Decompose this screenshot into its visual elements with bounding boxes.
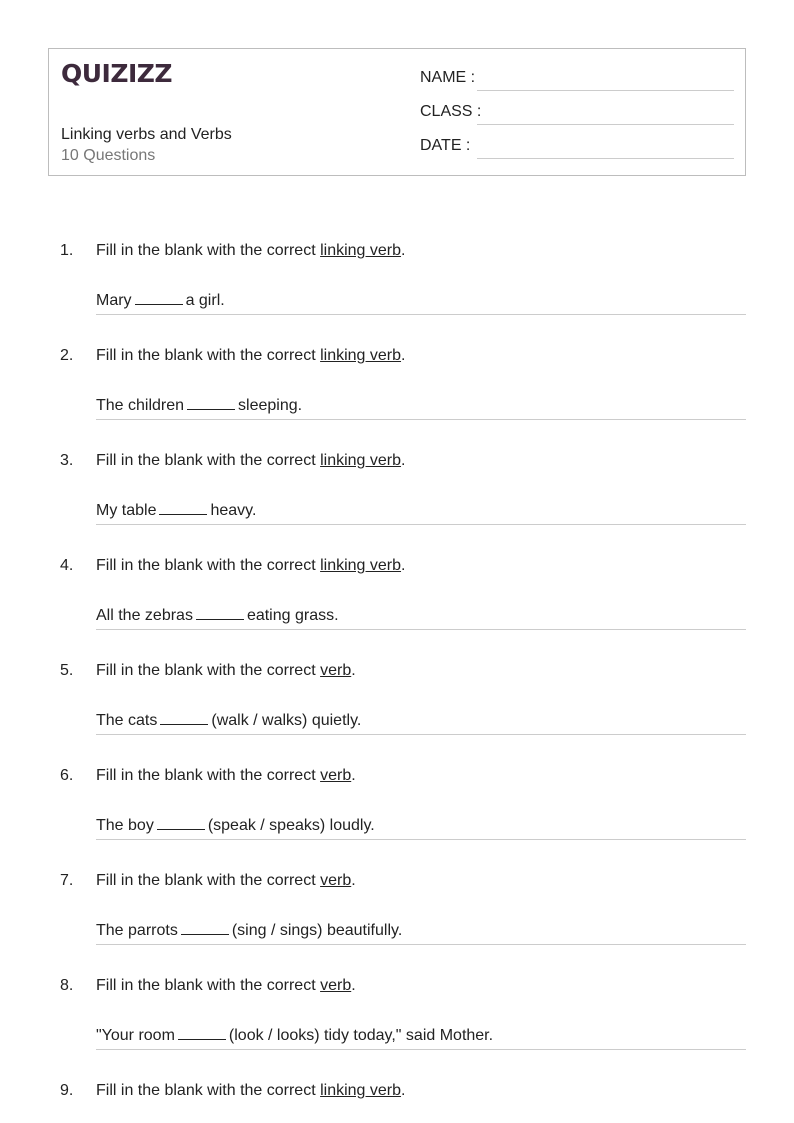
sentence-end: a girl. <box>185 292 225 309</box>
answer-line[interactable] <box>96 710 746 735</box>
question-prompt: Fill in the blank with the correct verb. <box>96 872 356 889</box>
keyword: linking verb <box>320 452 402 469</box>
sentence-end: (sing / sings) beautifully. <box>231 922 403 939</box>
question-number: 5. <box>60 662 74 679</box>
sentence-end: (speak / speaks) loudly. <box>207 817 375 834</box>
question-number: 2. <box>60 347 74 364</box>
answer-blank[interactable] <box>159 500 207 515</box>
answer-blank[interactable] <box>181 920 229 935</box>
date-field[interactable] <box>420 133 734 159</box>
class-field[interactable] <box>420 99 734 125</box>
question-number: 1. <box>60 242 74 259</box>
question-prompt: Fill in the blank with the correct verb. <box>96 977 356 994</box>
answer-blank[interactable] <box>187 395 235 410</box>
sentence-end: (look / looks) tidy today," said Mother. <box>228 1027 494 1044</box>
sentence-start: "Your room <box>96 1027 175 1044</box>
keyword: verb <box>320 977 352 994</box>
answer-blank[interactable] <box>157 815 205 830</box>
question-prompt: Fill in the blank with the correct linking verb. <box>96 1082 406 1099</box>
answer-blank[interactable] <box>160 710 208 725</box>
sentence-end: heavy. <box>210 502 257 519</box>
question-prompt: Fill in the blank with the correct linking verb. <box>96 242 406 259</box>
answer-line[interactable] <box>96 1025 746 1050</box>
answer-line[interactable] <box>96 395 746 420</box>
worksheet-header <box>48 48 746 176</box>
worksheet-title: Linking verbs and Verbs <box>61 126 232 143</box>
question-number: 9. <box>60 1082 74 1099</box>
keyword: linking verb <box>320 347 402 364</box>
sentence-end: eating grass. <box>246 607 339 624</box>
sentence-start: My table <box>96 502 157 519</box>
sentence-start: The parrots <box>96 922 178 939</box>
answer-line[interactable] <box>96 605 746 630</box>
answer-blank[interactable] <box>135 290 183 305</box>
sentence-start: The children <box>96 397 185 414</box>
keyword: linking verb <box>320 1082 402 1099</box>
keyword: linking verb <box>320 557 402 574</box>
question-prompt: Fill in the blank with the correct linking verb. <box>96 452 406 469</box>
question-prompt: Fill in the blank with the correct verb. <box>96 767 356 784</box>
question-number: 7. <box>60 872 74 889</box>
keyword: verb <box>320 662 352 679</box>
question-number: 8. <box>60 977 74 994</box>
question-prompt: Fill in the blank with the correct linking verb. <box>96 347 406 364</box>
name-field[interactable] <box>420 65 734 91</box>
quizizz-logo: QUIZIZZ <box>61 59 173 88</box>
sentence-start: The cats <box>96 712 158 729</box>
answer-line[interactable] <box>96 920 746 945</box>
answer-line[interactable] <box>96 500 746 525</box>
answer-line[interactable] <box>96 815 746 840</box>
question-prompt: Fill in the blank with the correct linking verb. <box>96 557 406 574</box>
name-label: NAME : <box>420 69 476 86</box>
question-count: 10 Questions <box>61 147 156 164</box>
keyword: verb <box>320 767 352 784</box>
sentence-end: (walk / walks) quietly. <box>211 712 362 729</box>
keyword: verb <box>320 872 352 889</box>
class-label: CLASS : <box>420 103 482 120</box>
keyword: linking verb <box>320 242 402 259</box>
question-prompt: Fill in the blank with the correct verb. <box>96 662 356 679</box>
date-label: DATE : <box>420 137 471 154</box>
sentence-start: All the zebras <box>96 607 193 624</box>
answer-line[interactable] <box>96 290 746 315</box>
sentence-start: Mary <box>96 292 132 309</box>
question-number: 4. <box>60 557 74 574</box>
answer-blank[interactable] <box>178 1025 226 1040</box>
sentence-start: The boy <box>96 817 154 834</box>
sentence-end: sleeping. <box>238 397 303 414</box>
question-number: 3. <box>60 452 74 469</box>
question-number: 6. <box>60 767 74 784</box>
answer-blank[interactable] <box>196 605 244 620</box>
